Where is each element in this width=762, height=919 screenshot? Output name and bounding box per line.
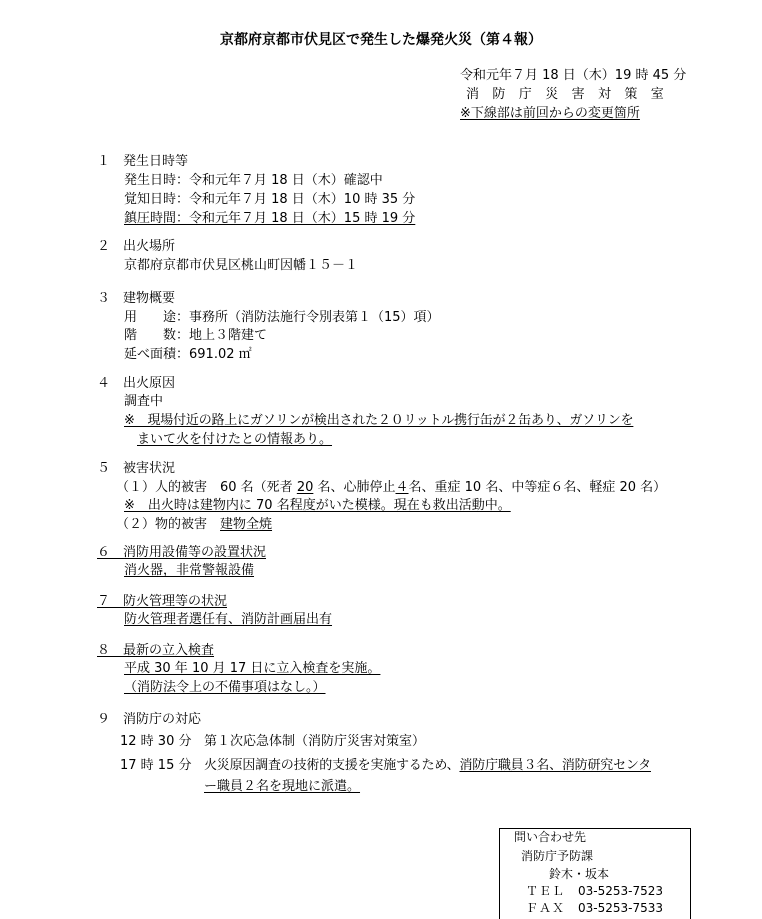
contact-department: 消防庁予防課	[521, 849, 594, 863]
response-time-1: 12 時 30 分	[120, 734, 192, 749]
building-floors: 階 数：地上３階建て	[124, 328, 268, 343]
fax-label: ＦＡＸ	[526, 901, 566, 915]
deaths-count: 20	[296, 480, 314, 495]
contact-heading: 問い合わせ先	[514, 830, 587, 844]
cause-info-line1: ※ 現場付近の路上にガソリンが検出された２０リットル携行缶が２缶あり、ガソリンを	[124, 413, 634, 428]
fire-equipment: 消火器，非常警報設備	[124, 563, 255, 578]
tel-label: ＴＥＬ	[526, 884, 566, 898]
fax-number: 03-5253-7533	[578, 901, 664, 915]
human-damage-prefix: （１）人的被害 60 名（死者	[116, 480, 297, 495]
human-damage-mid: 名、心肺停止	[313, 480, 396, 495]
inspection-date: 平成 30 年 10 月 17 日に立入検査を実施。	[124, 661, 381, 676]
property-damage	[116, 515, 272, 534]
fire-prevention-management: 防火管理者選任有、消防計画届出有	[124, 612, 333, 627]
section-1-heading: １ 発生日時等	[97, 154, 189, 169]
section-2-heading: ２ 出火場所	[97, 239, 176, 254]
human-damage	[116, 478, 666, 497]
rescue-note: ※ 出火時は建物内に 70 名程度がいた模様。現在も救出活動中。	[124, 498, 511, 513]
issuing-office: 消 防 庁 災 害 対 策 室	[466, 87, 665, 102]
section-8-heading: ８ 最新の立入検査	[97, 643, 215, 658]
response-action-2-staff: 消防庁職員３名、消防研究センタ	[459, 758, 651, 773]
cause-status: 調査中	[124, 394, 164, 409]
detection-datetime: 覚知日時：令和元年７月 18 日（木）10 時 35 分	[124, 192, 416, 207]
inspection-result: （消防法令上の不備事項はなし。）	[124, 680, 326, 695]
response-action-2-purpose: 火災原因調査の技術的支援を実施するため、	[204, 758, 460, 773]
change-note: ※下線部は前回からの変更箇所	[460, 106, 640, 121]
response-action-2-cont: ー職員２名を現地に派遣。	[204, 779, 361, 794]
section-9-heading: ９ 消防庁の対応	[97, 712, 202, 727]
fire-location: 京都府京都市伏見区桃山町因幡１５－１	[124, 258, 359, 273]
suppression-datetime: 鎮圧時間：令和元年７月 18 日（木）15 時 19 分	[124, 211, 416, 226]
building-floor-area: 延べ面積：691.02 ㎡	[124, 347, 252, 362]
property-damage-label: （２）物的被害	[116, 517, 221, 532]
cause-info-line2: まいて火を付けたとの情報あり。	[137, 432, 333, 447]
tel-number: 03-5253-7523	[578, 884, 664, 898]
property-damage-value: 建物全焼	[220, 517, 273, 532]
section-6-heading: ６ 消防用設備等の設置状況	[97, 545, 267, 560]
document-title: 京都府京都市伏見区で発生した爆発火災（第４報）	[220, 32, 542, 48]
response-action-2	[204, 756, 651, 775]
response-action-1: 第１次応急体制（消防庁災害対策室）	[204, 734, 426, 749]
response-time-2: 17 時 15 分	[120, 758, 192, 773]
building-use: 用 途：事務所（消防法施行令別表第１（15）項）	[124, 310, 440, 325]
report-datetime: 令和元年７月 18 日（木）19 時 45 分	[460, 68, 687, 83]
section-4-heading: ４ 出火原因	[97, 376, 176, 391]
section-5-heading: ５ 被害状況	[97, 461, 176, 476]
section-3-heading: ３ 建物概要	[97, 291, 176, 306]
occurrence-datetime: 発生日時：令和元年７月 18 日（木）確認中	[124, 173, 383, 188]
cardiac-arrest-count: ４	[395, 480, 409, 495]
human-damage-suffix: 名、重症 10 名、中等症６名、軽症 20 名）	[408, 480, 667, 495]
contact-persons: 鈴木・坂本	[549, 867, 610, 881]
section-7-heading: ７ 防火管理等の状況	[97, 594, 228, 609]
